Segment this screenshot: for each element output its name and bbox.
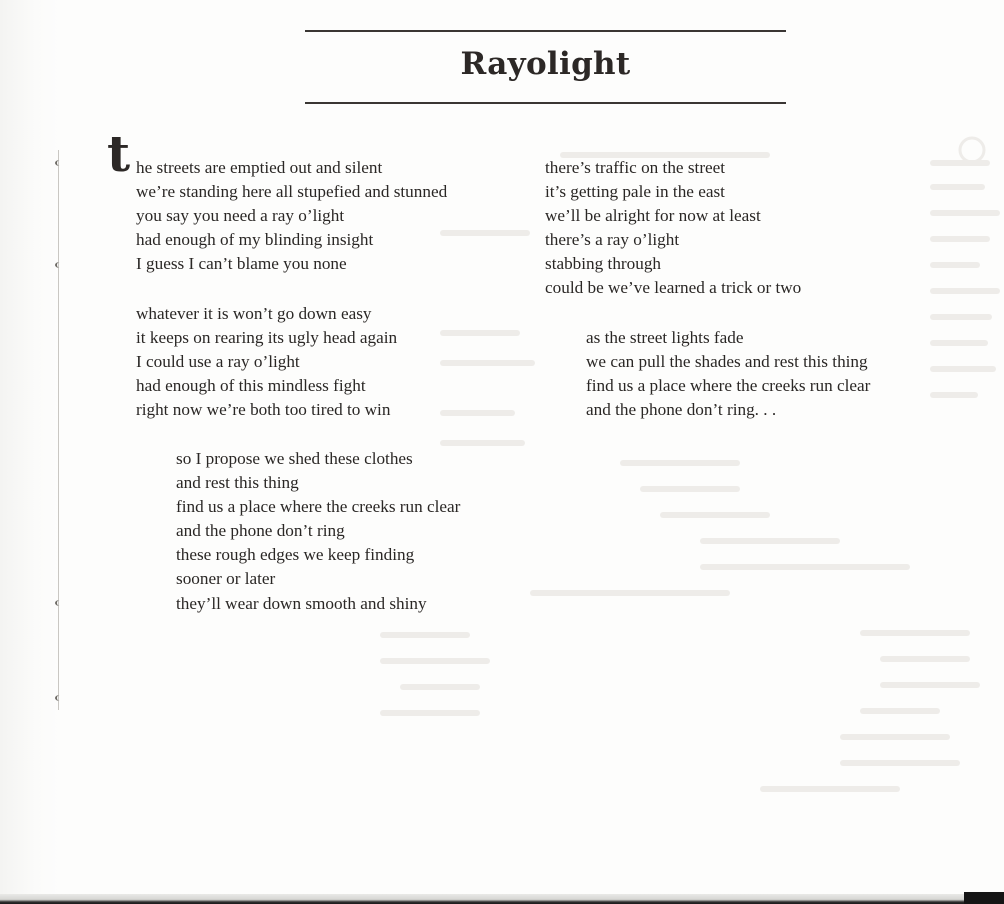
lyric-line: and the phone don’t ring (176, 521, 345, 541)
lyric-line: they’ll wear down smooth and shiny (176, 593, 427, 613)
lyric-line: whatever it is won’t go down easy (136, 304, 372, 323)
lyric-line: had enough of my blinding insight (136, 230, 374, 250)
lyric-line: right now we’re both too tired to win (136, 400, 391, 420)
lyric-line: and rest this thing (176, 473, 299, 493)
lyric-line: find us a place where the creeks run clear (176, 497, 461, 517)
lyric-line: and the phone don’t ring. . . (586, 400, 777, 420)
lyric-line: could be we’ve learned a trick or two (545, 278, 802, 298)
drop-cap: t (107, 124, 131, 183)
lyric-line: these rough edges we keep finding (176, 545, 415, 565)
lyric-line: I could use a ray o’light (136, 352, 300, 372)
lyric-line: so I propose we shed these clothes (176, 449, 413, 468)
lyric-line: he streets are emptied out and silent (136, 158, 383, 177)
left-column-stanza-1 (133, 156, 447, 276)
lyric-line: it’s getting pale in the east (545, 182, 725, 202)
title-rule-bottom (305, 102, 786, 104)
lyric-line: there’s traffic on the street (545, 158, 726, 177)
lyric-line: we’re standing here all stupefied and stunned (136, 182, 448, 202)
right-column-stanza-1 (545, 156, 801, 301)
left-column-stanza-2 (136, 302, 397, 422)
lyric-line: we can pull the shades and rest this thing (586, 352, 868, 372)
left-column-stanza-3 (176, 447, 460, 616)
song-title: Rayolight (460, 46, 631, 82)
lyric-line: it keeps on rearing its ugly head again (136, 328, 398, 348)
lyric-line: you say you need a ray o’light (136, 206, 345, 226)
lyric-line: find us a place where the creeks run clear (586, 376, 871, 396)
title-rule-top (305, 30, 786, 32)
lyric-line: stabbing through (545, 254, 662, 274)
lyric-line: as the street lights fade (586, 328, 744, 347)
lyric-line: I guess I can’t blame you none (136, 254, 347, 274)
lyric-line: sooner or later (176, 569, 276, 589)
lyric-line: had enough of this mindless fight (136, 376, 366, 396)
lyric-line: there’s a ray o’light (545, 230, 680, 250)
right-column-stanza-2 (586, 326, 870, 422)
lyric-line: we’ll be alright for now at least (545, 206, 761, 226)
